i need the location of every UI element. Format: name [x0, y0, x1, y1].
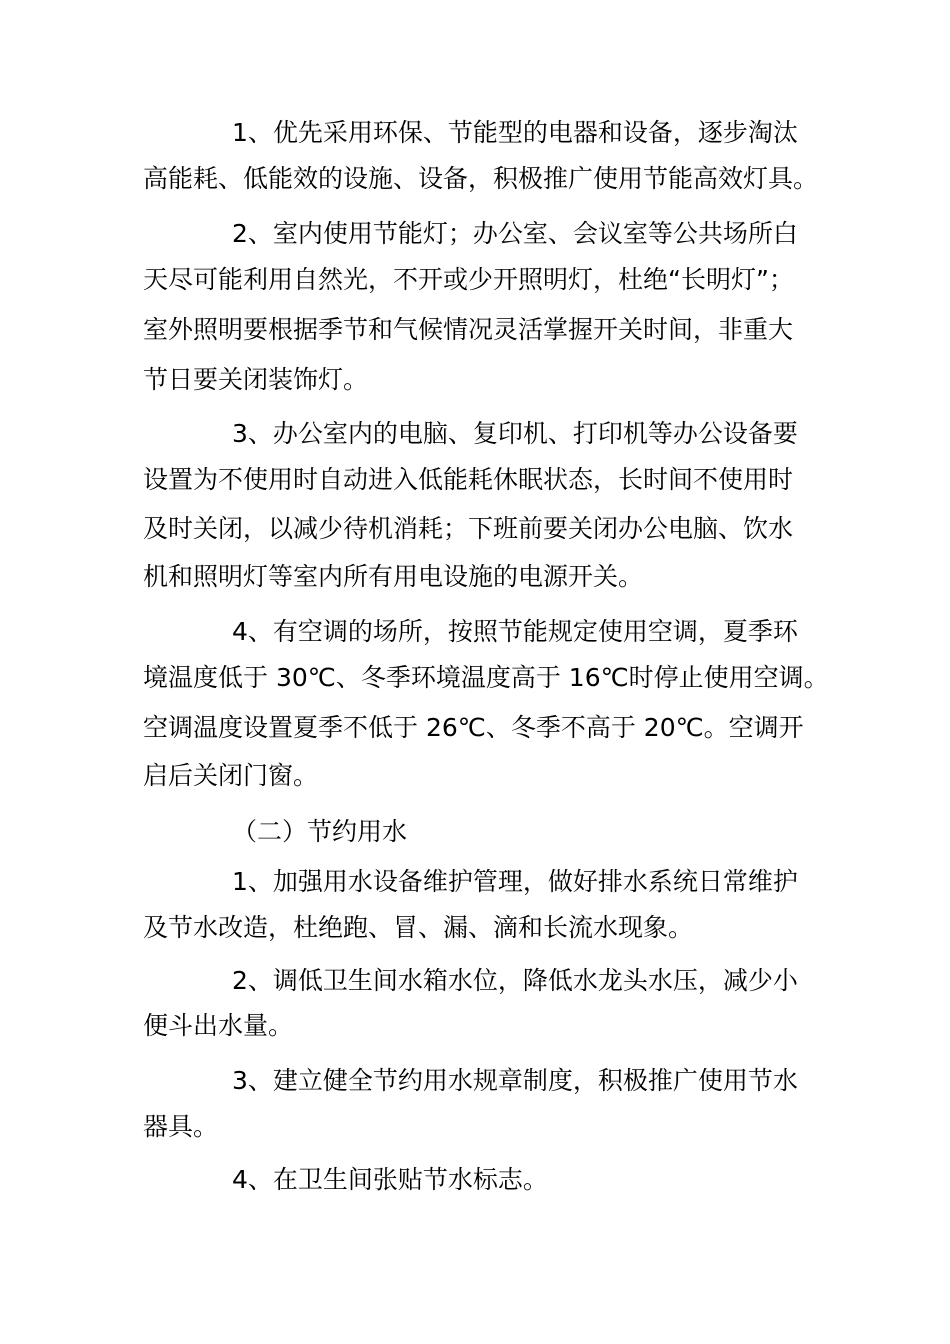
paragraph-8-line-1: 4、在卫生间张贴节水标志。 [232, 1165, 548, 1194]
paragraph-4-line-4: 启后关闭门窗。 [143, 761, 319, 790]
paragraph-4-line-2: 境温度低于 30℃、冬季环境温度高于 16℃时停止使用空调。 [143, 663, 829, 692]
paragraph-6-line-2: 便斗出水量。 [143, 1011, 294, 1040]
section-heading-water-saving: （二）节约用水 [232, 817, 408, 846]
paragraph-3-line-3: 及时关闭，以减少待机消耗；下班前要关闭办公电脑、饮水 [143, 514, 794, 543]
paragraph-4-line-3: 空调温度设置夏季不低于 26℃、冬季不高于 20℃。空调开 [143, 713, 804, 742]
paragraph-3-line-2: 设置为不使用时自动进入低能耗休眠状态，长时间不使用时 [143, 465, 794, 494]
paragraph-1-line-2: 高能耗、低能效的设施、设备，积极推广使用节能高效灯具。 [143, 164, 819, 193]
paragraph-6-line-1: 2、调低卫生间水箱水位，降低水龙头水压，减少小 [232, 966, 798, 995]
paragraph-2-line-4: 节日要关闭装饰灯。 [143, 365, 369, 394]
paragraph-4-line-1: 4、有空调的场所，按照节能规定使用空调，夏季环 [232, 617, 798, 646]
paragraph-5-line-2: 及节水改造，杜绝跑、冒、漏、滴和长流水现象。 [143, 913, 694, 942]
paragraph-3-line-1: 3、办公室内的电脑、复印机、打印机等办公设备要 [232, 419, 798, 448]
paragraph-2-line-3: 室外照明要根据季节和气候情况灵活掌握开关时间，非重大 [143, 315, 794, 344]
paragraph-1-line-1: 1、优先采用环保、节能型的电器和设备，逐步淘汰 [232, 118, 798, 147]
paragraph-5-line-1: 1、加强用水设备维护管理，做好排水系统日常维护 [232, 867, 798, 896]
paragraph-7-line-2: 器具。 [143, 1112, 219, 1141]
paragraph-2-line-1: 2、室内使用节能灯；办公室、会议室等公共场所白 [232, 219, 798, 248]
paragraph-2-line-2: 天尽可能利用自然光，不开或少开照明灯，杜绝“长明灯”； [143, 265, 794, 294]
paragraph-3-line-4: 机和照明灯等室内所有用电设施的电源开关。 [143, 562, 644, 591]
paragraph-7-line-1: 3、建立健全节约用水规章制度，积极推广使用节水 [232, 1066, 798, 1095]
